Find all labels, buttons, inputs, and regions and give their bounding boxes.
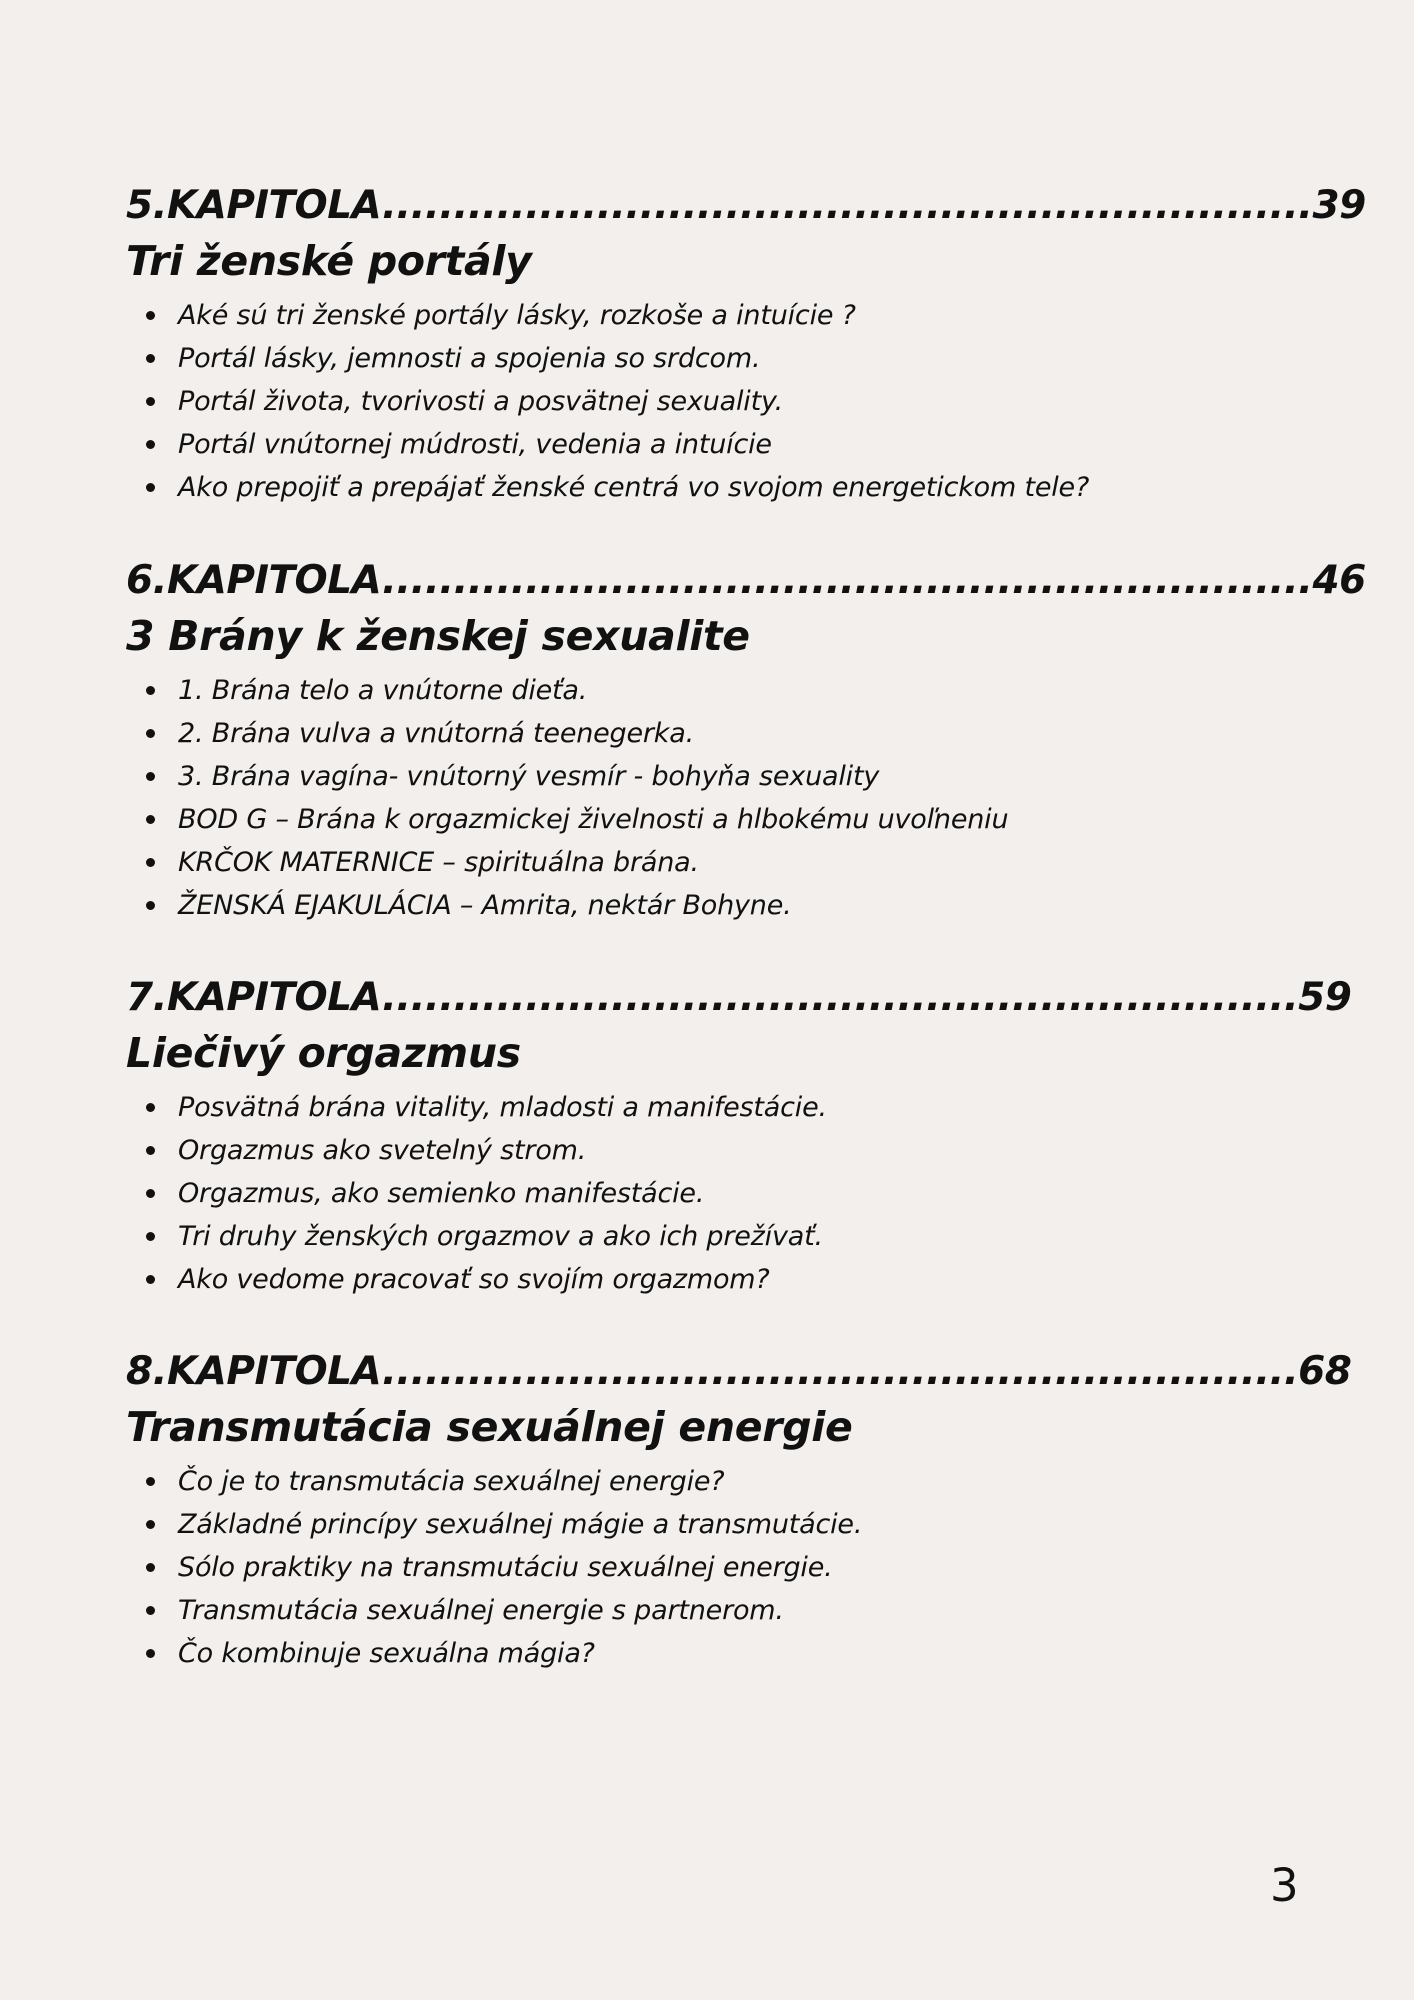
list-item: [126, 1258, 1226, 1301]
list-item: [126, 380, 1226, 423]
bullet-icon: [146, 1146, 155, 1155]
topic-list: [126, 294, 1226, 509]
topic-text: Portál života, tvorivosti a posvätnej sexuality.: [178, 386, 784, 417]
topic-text: Sólo praktiky na transmutáciu sexuálnej energie.: [178, 1552, 833, 1583]
topic-text: 3. Brána vagína- vnútorný vesmír - bohyňa sexuality: [178, 761, 880, 792]
topic-text: Orgazmus ako svetelný strom.: [178, 1135, 587, 1166]
topic-text: Portál lásky, jemnosti a spojenia so srdcom.: [178, 343, 761, 374]
topic-text: Orgazmus, ako semienko manifestácie.: [178, 1178, 705, 1209]
bullet-icon: [146, 815, 155, 824]
bullet-icon: [146, 1606, 155, 1615]
list-item: [126, 423, 1226, 466]
bullet-icon: [146, 901, 155, 910]
topic-text: Portál vnútornej múdrosti, vedenia a intuície: [178, 429, 772, 460]
bullet-icon: [146, 1477, 155, 1486]
chapter-6: [126, 555, 1366, 927]
chapter-heading: 7.KAPITOLA................................................................59: [126, 975, 1352, 1020]
topic-text: Posvätná brána vitality, mladosti a manifestácie.: [178, 1092, 827, 1123]
topic-text: Čo je to transmutácia sexuálnej energie?: [178, 1466, 725, 1497]
bullet-icon: [146, 311, 155, 320]
bullet-icon: [146, 1103, 155, 1112]
bullet-icon: [146, 686, 155, 695]
list-item: [126, 841, 1226, 884]
chapter-title: Liečivý orgazmus: [126, 1029, 521, 1077]
chapter-heading: 8.KAPITOLA................................................................68: [126, 1349, 1352, 1394]
list-item: [126, 1546, 1226, 1589]
topic-text: Ako prepojiť a prepájať ženské centrá vo svojom energetickom tele?: [178, 472, 1090, 503]
chapter-5: [126, 180, 1366, 509]
bullet-icon: [146, 354, 155, 363]
list-item: [126, 712, 1226, 755]
list-item: [126, 1129, 1226, 1172]
topic-text: ŽENSKÁ EJAKULÁCIA – Amrita, nektár Bohyne.: [178, 890, 792, 921]
bullet-icon: [146, 1275, 155, 1284]
page-number: 3: [1270, 1859, 1299, 1912]
list-item: [126, 669, 1226, 712]
bullet-icon: [146, 1189, 155, 1198]
topic-text: Aké sú tri ženské portály lásky, rozkoše a intuície ?: [178, 300, 856, 331]
topic-text: Čo kombinuje sexuálna mágia?: [178, 1638, 595, 1669]
topic-text: KRČOK MATERNICE – spirituálna brána.: [178, 847, 699, 878]
topic-text: Základné princípy sexuálnej mágie a transmutácie.: [178, 1509, 863, 1540]
topic-text: 2. Brána vulva a vnútorná teenegerka.: [178, 718, 694, 749]
list-item: [126, 884, 1226, 927]
list-item: [126, 294, 1226, 337]
bullet-icon: [146, 772, 155, 781]
list-item: [126, 1589, 1226, 1632]
chapter-heading: 6.KAPITOLA.................................................................46: [126, 558, 1366, 603]
list-item: [126, 1215, 1226, 1258]
topic-text: 1. Brána telo a vnútorne dieťa.: [178, 675, 588, 706]
list-item: [126, 337, 1226, 380]
list-item: [126, 1503, 1226, 1546]
chapter-title: Tri ženské portály: [126, 237, 532, 285]
list-item: [126, 1172, 1226, 1215]
bullet-icon: [146, 1563, 155, 1572]
list-item: [126, 798, 1226, 841]
list-item: [126, 1086, 1226, 1129]
list-item: [126, 1460, 1226, 1503]
bullet-icon: [146, 397, 155, 406]
topic-text: Tri druhy ženských orgazmov a ako ich prežívať.: [178, 1221, 823, 1252]
bullet-icon: [146, 483, 155, 492]
chapter-title: Transmutácia sexuálnej energie: [126, 1403, 853, 1451]
topic-text: BOD G – Brána k orgazmickej živelnosti a hlbokému uvoľneniu: [178, 804, 1009, 835]
bullet-icon: [146, 729, 155, 738]
bullet-icon: [146, 858, 155, 867]
topic-list: [126, 669, 1226, 927]
bullet-icon: [146, 440, 155, 449]
bullet-icon: [146, 1649, 155, 1658]
bullet-icon: [146, 1232, 155, 1241]
chapter-7: [126, 972, 1352, 1301]
topic-text: Transmutácia sexuálnej energie s partnerom.: [178, 1595, 784, 1626]
list-item: [126, 755, 1226, 798]
topic-list: [126, 1086, 1226, 1301]
chapter-8: [126, 1346, 1352, 1675]
list-item: [126, 1632, 1226, 1675]
bullet-icon: [146, 1520, 155, 1529]
chapter-title: 3 Brány k ženskej sexualite: [126, 612, 750, 660]
topic-list: [126, 1460, 1226, 1675]
list-item: [126, 466, 1226, 509]
topic-text: Ako vedome pracovať so svojím orgazmom?: [178, 1264, 770, 1295]
chapter-heading: 5.KAPITOLA.................................................................39: [126, 183, 1366, 228]
